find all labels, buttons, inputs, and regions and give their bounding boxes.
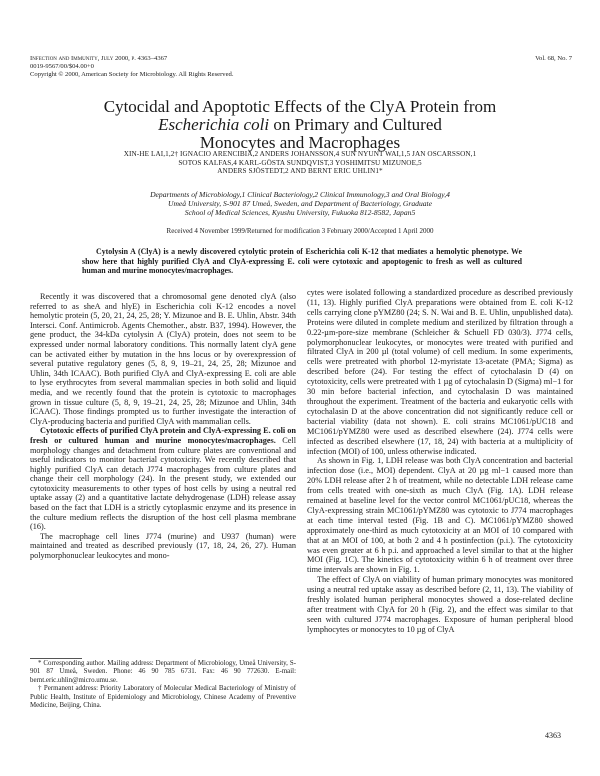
left-column (30, 292, 296, 561)
footnotes (30, 660, 296, 710)
authors-line-3: ANDERS SJÖSTEDT,2 AND BERNT ERIC UHLIN1* (217, 167, 383, 176)
body-paragraph: cytes were isolated following a standardized procedure as described previously (11, 13). Highly purified ClyA preparations were obtained from E. coli K-12 cells carrying clone pYMZ80 (24; S. N. Wai and B. E. Uhlin, unpublished data). Proteins were diluted in complete medium and sterilized by filtration through a 0.22-µm-pore-size membrane (Schleicher & Schuell FD 030/3). J774 cells, polymorphonuclear leukocytes, or monocytes were treated with purified and filtrated ClyA in 200 µl (total volume) of cell medium. In some experiments, cells were pretreated with phorbol 12-myristate 13-acetate (PMA; Sigma) as described before (24). For testing the effect of cytochalasin D (4) on cytotoxicity, cells were pretreated with 1 µg of cytochalasin D (Sigma) ml−1 for 30 min before bacterial infection, and cytochalasin D was maintained throughout the experiment. Treatment of the bacteria and eukaryotic cells with cytochalasin D at the above concentration did not significantly reduce cell or bacterial viability (data not shown). E. coli strains MC1061/pUC18 and MC1061/pYMZ80 were used as described elsewhere (24). J774 cells were infected as described elsewhere (17, 18, 24) with bacteria at a multiplicity of infection (MOI) of 100, unless otherwise indicated. (307, 288, 573, 456)
section-heading: Cytotoxic effects of purified ClyA protein and ClyA-expressing E. coli on fresh or cultured human and murine monocytes/macrophages. (30, 426, 296, 445)
abstract: Cytolysin A (ClyA) is a newly discovered cytolytic protein of Escherichia coli K-12 that mediates a hemolytic phenotype. We show here that highly purified ClyA and ClyA-expressing E. coli were cytotoxic and apoptogenic to fresh as well as cultured human and murine monocytes/macrophages. (82, 247, 522, 275)
footnote-corresponding-author: * Corresponding author. Mailing address: Department of Microbiology, Umeå University, S-901 87 Umeå, Sweden. Phone: 46 90 785 6731. Fax: 46 90 772630. E-mail: bernt.eric.uhlin@micro.umu.se. (30, 660, 296, 684)
affiliation-line-1: Departments of Microbiology,1 Clinical Bacteriology,2 Clinical Immunology,3 and Oral Biology,4 (150, 190, 450, 199)
footnote-permanent-address: † Permanent address: Priority Laboratory of Molecular Medical Bacteriology of Ministry of Public Health, Institute of Epidemiology and Microbiology, Chinese Academy of Preventive Medicine, Beijing, China. (30, 685, 296, 710)
title-species: Escherichia coli (158, 115, 270, 134)
title-line-3: Monocytes and Macrophages (199, 133, 401, 152)
paragraph-body: Cell morphology changes and detachment from culture plates are conventional and useful indicators to monitor bacterial cytotoxicity. We recently described that highly purified ClyA can detach J774 macrophages from culture plates and change their cell morphology (24). In the present study, we extended our cytotoxicity measurements to other types of host cells by using a neutral red uptake assay (2) and a quantitative lactate dehydrogenase (LDH) release assay based on the fact that LDH is a strictly cytoplasmic enzyme and its presence in the culture medium reflects the disruption of the host cell plasma membrane (16). (30, 435, 297, 532)
body-paragraph: Recently it was discovered that a chromosomal gene denoted clyA (also referred to as sheA and hlyE) in Escherichia coli K-12 encodes a novel hemolytic protein (5, 20, 21, 24, 25, 28; Y. Mizunoe and B. E. Uhlin, Abstr. 34th Intersci. Conf. Antimicrob. Agents Chemother., abstr. B37, 1994). However, the gene product, the 34-kDa cytolysin A (ClyA) protein, does not seem to be expressed under normal laboratory conditions. This normally latent clyA gene can be activated either by mutation in the hns locus or by overexpression of several putative regulatory genes (5, 8, 9, 19–21, 24, 25, 28; Mizunoe and Uhlin, 34th ICAAC). Both purified ClyA and ClyA-expressing E. coli are able to lyse erythrocytes from several mammalian species in both solid and liquid media, and we recently found that the protein is cytotoxic to macrophages grown in tissue culture (5, 8, 9, 19–21, 24, 25, 28; Mizunoe and Uhlin, 34th ICAAC). Those findings prompted us to further investigate the interaction of ClyA-producing bacteria and purified ClyA with mammalian cells. (30, 292, 296, 426)
title-line-1: Cytocidal and Apoptotic Effects of the ClyA Protein from (103, 97, 497, 116)
received-dates: Received 4 November 1999/Returned for modification 3 February 2000/Accepted 1 April 2000 (166, 227, 434, 235)
title-line-2 (0, 116, 600, 134)
right-column (307, 288, 573, 635)
affiliations (0, 190, 600, 218)
body-paragraph: As shown in Fig. 1, LDH release was both ClyA concentration and bacterial infection dose (i.e., MOI) dependent. ClyA at 20 µg ml−1 caused more than 20% LDH release after 2 h of treatment, while no detectable LDH release came from cells treated with one-sixth as much ClyA (Fig. 1A). LDH release remained at baseline level for the vector control MC1061/pUC18, whereas the ClyA-expressing strain MC1061/pYMZ80 was cytotoxic to J774 macrophages at each time interval tested (Fig. 1B and C). MC1061/pYMZ80 showed approximately one-third as much cytotoxicity at an MOI of 10 compared with that at an MOI of 100, at both 2 and 4 h postinfection (p.i.). The cytotoxicity was even greater at 6 h p.i. and approached a level similar to that at the higher MOI (Fig. 1C). The kinetics of cytotoxicity within 6 h of treatment over three time intervals are shown in Fig. 1. (307, 456, 573, 575)
journal-citation: Infection and Immunity, July 2000, p. 4363–4367 (30, 55, 168, 62)
page-number: 4363 (545, 731, 561, 740)
affiliation-line-3: School of Medical Sciences, Kyushu University, Fukuoka 812-8582, Japan5 (184, 208, 416, 218)
affiliation-line-2: Umeå University, S-901 87 Umeå, Sweden, and Department of Bacteriology, Graduate (167, 199, 433, 209)
title-line-2-rest: on Primary and Cultured (269, 115, 442, 134)
volume-issue: Vol. 68, No. 7 (535, 55, 572, 62)
article-title (0, 98, 600, 152)
footnote-divider (30, 658, 82, 659)
issn-line: 0019-9567/00/$04.00+0 (30, 63, 94, 70)
copyright-line: Copyright © 2000, American Society for Microbiology. All Rights Reserved. (30, 71, 234, 78)
body-paragraph: The effect of ClyA on viability of human primary monocytes was monitored using a neutral red uptake assay as described before (2, 11, 13). The viability of freshly isolated human peripheral monocytes showed a dose-related decline after treatment with ClyA for 20 h (Fig. 2), and the effect was similar to that seen with cultured J774 macrophages. Exposure of human peripheral blood lymphocytes or monocytes to 10 µg of ClyA (307, 575, 573, 634)
authors-line-2: SOTOS KALFAS,4 KARL-GÖSTA SUNDQVIST,3 YOSHIMITSU MIZUNOE,5 (178, 158, 422, 167)
author-list (0, 150, 600, 176)
body-paragraph (30, 426, 296, 532)
authors-line-1: XIN-HE LAI,1,2† IGNACIO ARENCIBIA,2 ANDERS JOHANSSON,4 SUN NYUNT WAI,1,5 JAN OSCARSSON,1 (123, 150, 477, 158)
body-paragraph: The macrophage cell lines J774 (murine) and U937 (human) were maintained and treated as described previously (17, 18, 24, 26, 27). Human polymorphonuclear leukocytes and mono- (30, 531, 296, 561)
